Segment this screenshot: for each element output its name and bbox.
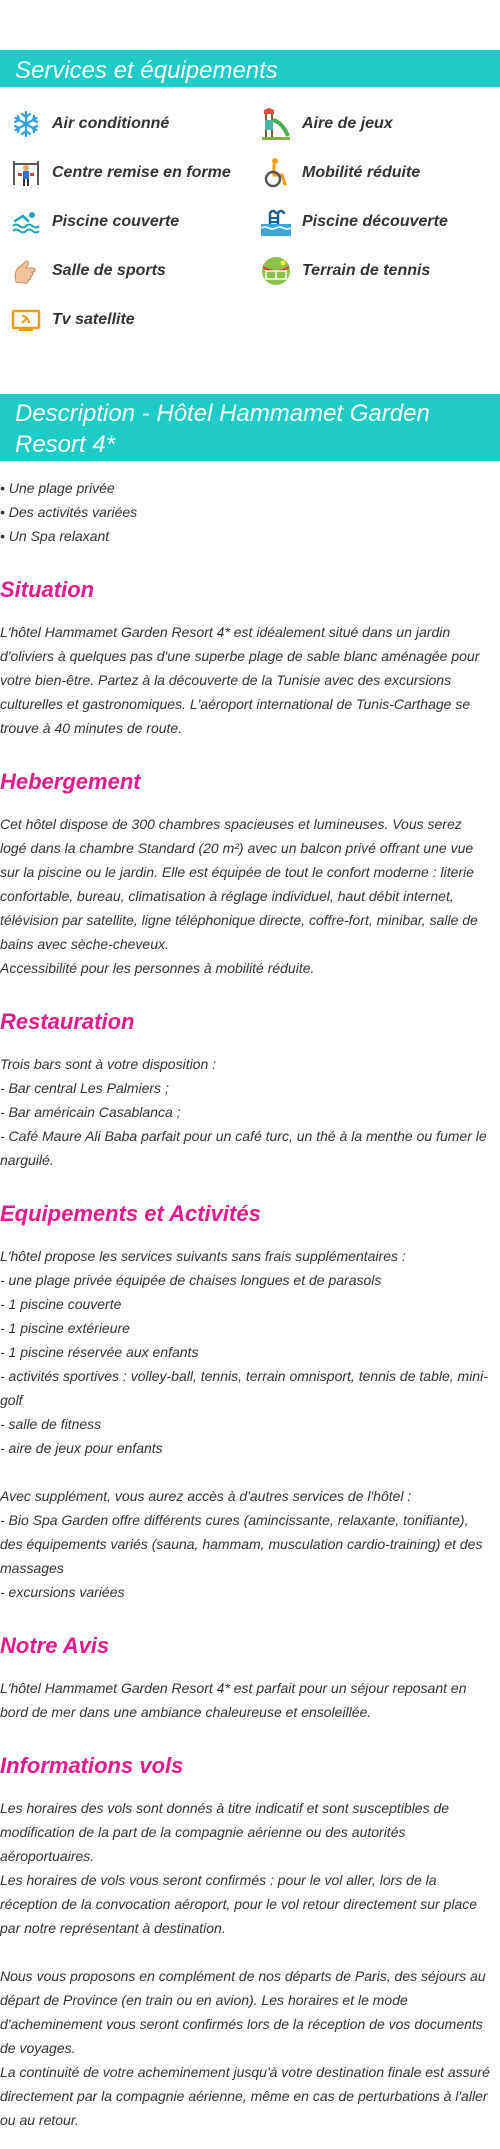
bullet-item: • Des activités variées [0, 504, 138, 520]
text-line: L'hôtel Hammamet Garden Resort 4* est parfait pour un séjour reposant en bord de mer dans une ambiance chaleureuse et ensoleillée. [0, 1680, 467, 1720]
tennis-icon [260, 255, 292, 287]
text-line: - 1 piscine extérieure [0, 1320, 130, 1336]
service-label: Aire de jeux [302, 114, 393, 132]
text-line: - salle de fitness [0, 1416, 102, 1432]
service-label: Piscine couverte [52, 212, 180, 230]
service-label: Tv satellite [52, 310, 135, 328]
dumbbell-icon [10, 255, 42, 287]
equipements-heading: Equipements et Activités [0, 1201, 261, 1226]
text-line: Cet hôtel dispose de 300 chambres spacieuses et lumineuses. Vous serez logé dans la chambre Standard (20 m²) avec un balcon privé offrant une vue sur la piscine ou le jardin. Elle est équipée de tout le confort moderne : literie confortable, bureau, climatisation à réglage individuel, haut débit internet, télévision par satellite, ligne téléphonique directe, coffre-fort, minibar, salle de bains avec sèche-cheveux. [0, 816, 478, 952]
avis-text [0, 1676, 500, 1724]
services-header [0, 50, 500, 87]
restauration-text [0, 1052, 500, 1172]
text-line: L'hôtel Hammamet Garden Resort 4* est idéalement situé dans un jardin d'oliviers à quelques pas d'une superbe plage de sable blanc aménagée pour votre bien-être. Partez à la découverte de la Tunisie avec des excursions culturelles et gastronomiques. L'aéroport international de Tunis-Carthage se trouve à 40 minutes de route. [0, 624, 480, 736]
service-item [10, 99, 260, 148]
playground-icon [260, 108, 292, 140]
hebergement-text [0, 812, 500, 980]
vols-text [0, 1796, 500, 2132]
services-title: Services et équipements [15, 57, 278, 84]
blank-line [0, 1460, 492, 1484]
avis-heading: Notre Avis [0, 1633, 110, 1658]
pool-ladder-icon [260, 206, 292, 238]
service-item [10, 197, 260, 246]
description-header [0, 394, 500, 461]
text-line: - une plage privée équipée de chaises longues et de parasols [0, 1272, 382, 1288]
text-line: - Bio Spa Garden offre différents cures (amincissante, relaxante, tonifiante), des équipements variés (sauna, hammam, musculation cardio-training) et des massages [0, 1512, 483, 1576]
text-line: - activités sportives : volley-ball, tennis, terrain omnisport, tennis de table, mini-golf [0, 1368, 488, 1408]
text-line: - Bar américain Casablanca ; [0, 1104, 181, 1120]
swimmer-icon [10, 206, 42, 238]
service-item [260, 148, 500, 197]
text-line: L'hôtel propose les services suivants sans frais supplémentaires : [0, 1248, 406, 1264]
description-bullets [0, 476, 500, 548]
text-line: Les horaires des vols sont donnés à titre indicatif et sont susceptibles de modification de la part de la compagnie aérienne ou des autorités aéroportuaires. [0, 1800, 450, 1864]
service-item [260, 197, 500, 246]
services-grid [0, 87, 500, 344]
equipements-text [0, 1244, 500, 1604]
bullet-item: • Une plage privée [0, 480, 115, 496]
text-line: - 1 piscine réservée aux enfants [0, 1344, 199, 1360]
service-label: Salle de sports [52, 261, 166, 279]
text-line: Trois bars sont à votre disposition : [0, 1056, 217, 1072]
text-line: La continuité de votre acheminement jusqu'à votre destination finale est assuré directement par la compagnie aérienne, même en cas de perturbations à l'aller ou au retour. [0, 2064, 490, 2128]
restauration-heading: Restauration [0, 1009, 135, 1034]
text-line: Nous vous proposons en complément de nos départs de Paris, des séjours au départ de Province (en train ou en avion). Les horaires et le mode d'acheminement vous seront confirmés lors de la réception de vos documents de voyages. [0, 1968, 486, 2056]
service-label: Piscine découverte [302, 212, 448, 230]
situation-heading: Situation [0, 577, 95, 602]
snowflake-icon [10, 108, 42, 140]
blank-line [0, 1940, 492, 1964]
text-line: - 1 piscine couverte [0, 1296, 122, 1312]
text-line: Accessibilité pour les personnes à mobilité réduite. [0, 960, 315, 976]
service-item [260, 99, 500, 148]
hebergement-heading: Hebergement [0, 769, 141, 794]
fitness-icon [10, 157, 42, 189]
text-line: - Bar central Les Palmiers ; [0, 1080, 169, 1096]
text-line: Avec supplément, vous aurez accès à d'autres services de l'hôtel : [0, 1488, 412, 1504]
service-item [260, 246, 500, 295]
text-line: Les horaires de vols vous seront confirmés : pour le vol aller, lors de la réception de la convocation aéroport, pour le vol retour directement sur place par notre représentant à destination. [0, 1872, 478, 1936]
service-label: Mobilité réduite [302, 163, 421, 181]
description-title: Description - Hôtel Hammamet Garden Resort 4* [15, 400, 430, 458]
text-line: - excursions variées [0, 1584, 125, 1600]
service-item [10, 148, 260, 197]
service-label: Terrain de tennis [302, 261, 431, 279]
tv-icon [10, 304, 42, 336]
service-label: Air conditionné [52, 114, 170, 132]
wheelchair-icon [260, 157, 292, 189]
vols-heading: Informations vols [0, 1753, 184, 1778]
text-line: - aire de jeux pour enfants [0, 1440, 163, 1456]
service-item [10, 246, 260, 295]
service-item [10, 295, 260, 344]
service-label: Centre remise en forme [52, 163, 231, 181]
text-line: - Café Maure Ali Baba parfait pour un café turc, un thé à la menthe ou fumer le narguilé. [0, 1128, 487, 1168]
hotel-details-page [0, 50, 500, 2132]
bullet-item: • Un Spa relaxant [0, 528, 110, 544]
situation-text [0, 620, 500, 740]
